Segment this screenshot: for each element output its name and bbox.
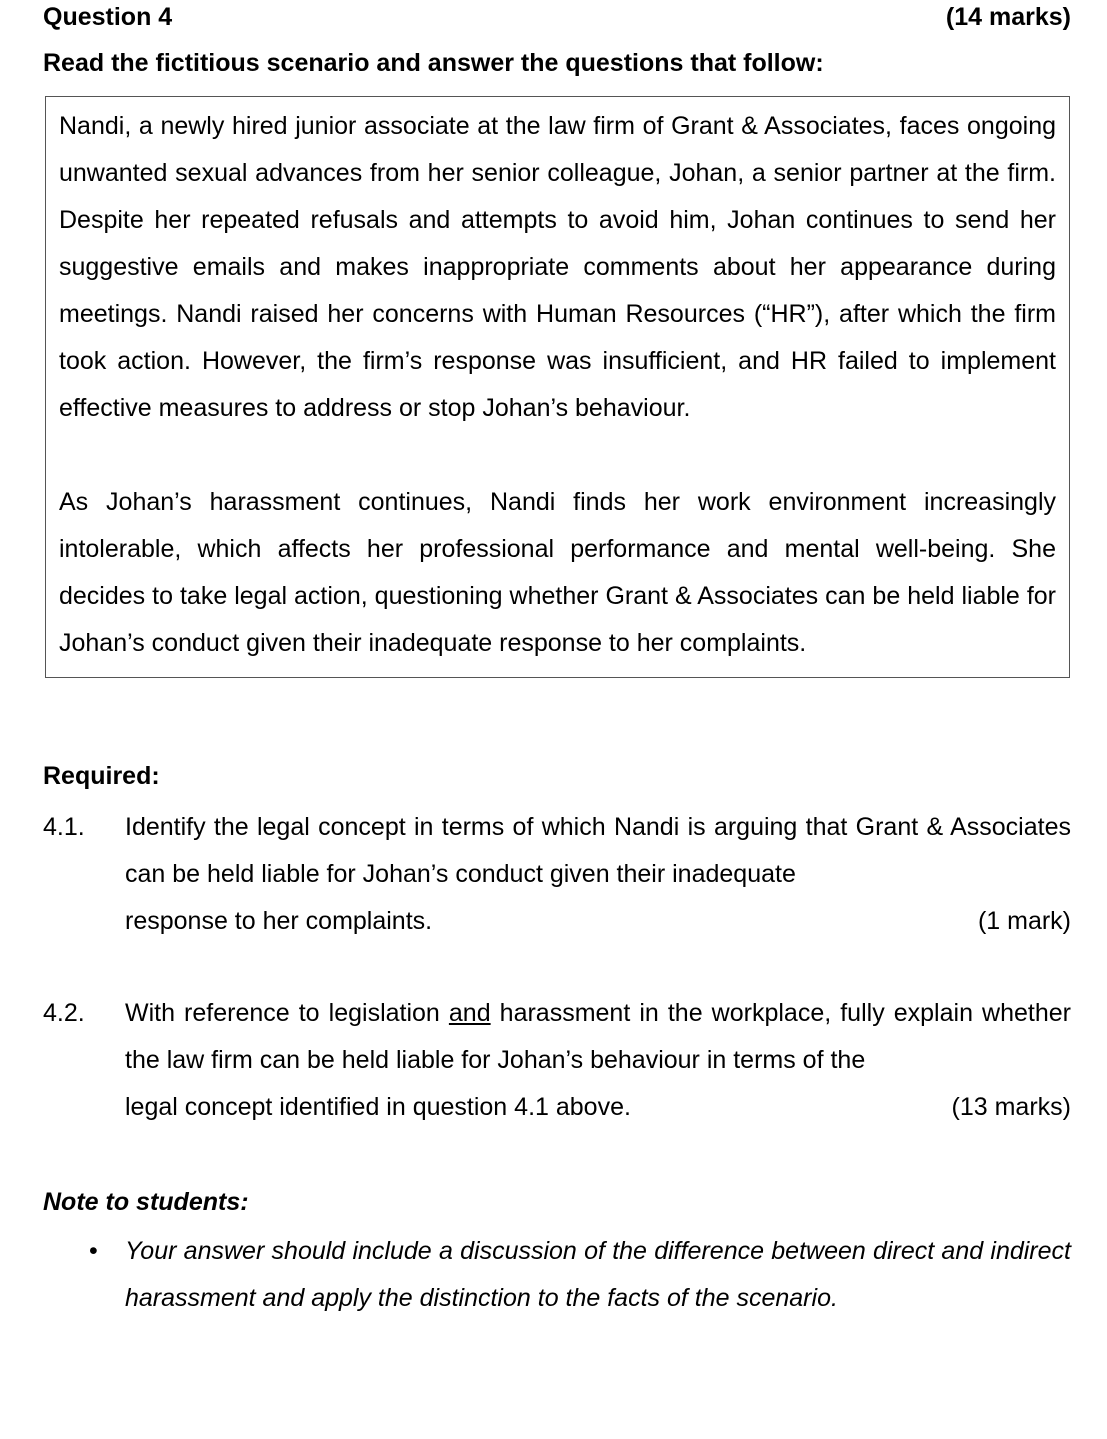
question-text-4-2-part1: With reference to legislation [125,999,449,1027]
note-item-text: Your answer should include a discussion of the difference between direct and indirect harassment and apply the distinction to the facts of the scenario. [125,1237,1071,1312]
question-number-4-2: 4.2. [43,999,85,1027]
scenario-paragraph-1: Nandi, a newly hired junior associate at the law firm of Grant & Associates, faces ongoing unwanted sexual advances from her senior colleague, Johan, a senior partner at the firm. Despite her repeated refusals and attempts to avoid him, Johan continues to send her suggestive emails and makes inappropriate comments about her appearance during meetings. Nandi raised her concerns with Human Resources (“HR”), after which the firm took action. However, the firm’s response was insufficient, and HR failed to implement effective measures to address or stop Johan’s behaviour. [59,112,1056,422]
page-title: Question 4 [43,3,173,31]
list-item [43,1228,1071,1322]
question-last-line-4-2 [125,1084,1071,1131]
question-underlined-word-4-2: and [448,999,491,1027]
question-marks-4-1: (1 mark) [977,907,1071,935]
question-text-4-2-part2: harassment in the workplace, fully explain whether the law firm can be held liable for Johan’s behaviour in terms of the [125,999,1071,1074]
question-last-line-4-1 [125,898,1071,945]
bullet-icon: • [89,1237,98,1265]
scenario-paragraph-gap [59,432,1056,479]
question-body-4-1 [125,804,1071,945]
question-number-4-1: 4.1. [43,813,85,841]
instruction-line: Read the fictitious scenario and answer the questions that follow: [43,49,824,77]
question-item-4-1 [43,804,1071,945]
scenario-paragraph-2: As Johan’s harassment continues, Nandi finds her work environment increasingly intolerable, which affects her professional performance and mental well-being. She decides to take legal action, questioning whether Grant & Associates can be held liable for Johan’s conduct given their inadequate response to her complaints. [59,488,1056,657]
total-marks-label: (14 marks) [945,3,1071,31]
note-list [43,1228,1071,1322]
required-heading: Required: [43,762,160,790]
question-body-4-2 [125,990,1071,1131]
question-last-line-text-4-1: response to her complaints. [125,907,433,935]
scenario-box [45,96,1070,678]
question-text-4-1: Identify the legal concept in terms of which Nandi is arguing that Grant & Associates can be held liable for Johan’s conduct given their inadequate [125,813,1071,888]
note-heading: Note to students: [43,1188,249,1216]
question-item-4-2 [43,990,1071,1131]
question-last-line-text-4-2: legal concept identified in question 4.1 above. [125,1093,631,1121]
question-header [43,2,1071,32]
question-marks-4-2: (13 marks) [951,1093,1071,1121]
